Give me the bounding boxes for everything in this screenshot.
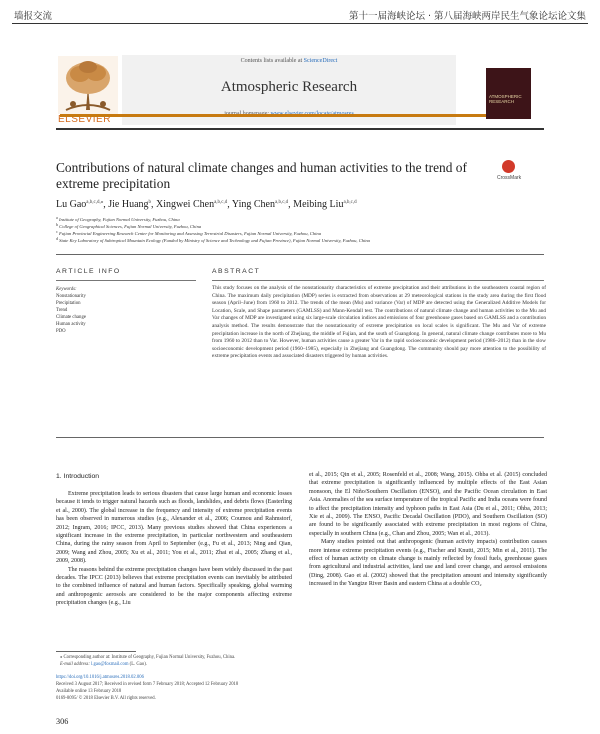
email-suffix: (L. Gao).	[128, 662, 147, 667]
header-accent-line	[60, 114, 500, 117]
copyright: 0169-8095/ © 2018 Elsevier B.V. All rights reserved.	[56, 696, 156, 701]
divider	[56, 280, 196, 281]
keyword: Human activity	[56, 322, 86, 327]
affiliation-mark: b	[56, 222, 58, 227]
affiliation-text: State Key Laboratory of Subtropical Mountain Ecology (Funded by Ministry of Science and Technology and Fujian Province), Fujian Normal University, Fuzhou, China	[59, 238, 370, 243]
available-online: Available online 13 February 2018	[56, 689, 122, 694]
paragraph: The reasons behind the extreme precipitation changes have been widely discussed in the past decades. The IPCC (2013) believes that extreme precipitation events can inevitably be attributed to the combined influence of natural and human factors. Specifically speaking, global warming and anthropogenic aerosols are considered to be the major components affecting extreme precipitation changes (e.g., Liu	[56, 566, 292, 607]
corresponding-author-note: ⁎ Corresponding author at: Institute of Geography, Fujian Normal University, Fuzhou, China.	[60, 655, 236, 660]
section-heading: 1. Introduction	[56, 473, 100, 480]
author-list: Lu Gao$^{a,b,c,d,⁎}$, Jie Huang$^b$, Xingwei Chen$^{a,b,c,d}$, Ying Chen$^{a,b,c,d}$, Meibing Liu$^{a,b,c,d}$	[56, 199, 357, 210]
affiliation-text: College of Geographical Sciences, Fujian Normal University, Fuzhou, China	[59, 224, 202, 229]
affiliation-text: Fujian Provincial Engineering Research Center for Monitoring and Assessing Terrestrial Disasters, Fujian Normal University, Fuzhou, China	[58, 231, 322, 236]
author-affil-mark: a,b,c,d	[274, 200, 289, 205]
affiliation-mark: a	[56, 215, 58, 220]
elsevier-tree-logo	[58, 56, 118, 114]
author-name: Lu Gao	[56, 199, 87, 210]
crossmark-label: CrossMark	[497, 175, 522, 181]
abstract-heading: ABSTRACT	[212, 268, 261, 275]
publisher-name: ELSEVIER	[58, 114, 111, 125]
affiliation-text: Institute of Geography, Fujian Normal University, Fuzhou, China	[58, 217, 180, 222]
running-head-left: 墙报交流	[14, 11, 53, 22]
keyword: Nonstationarity	[56, 294, 86, 299]
author-name: Meibing Liu	[293, 199, 344, 210]
cover-title: ATMOSPHERIC RESEARCH	[489, 94, 522, 104]
body-column-left	[56, 490, 292, 608]
keyword: Trend	[56, 308, 68, 313]
page-number: 306	[56, 717, 69, 726]
email-line	[60, 662, 147, 667]
contents-line	[122, 58, 456, 64]
email-label: E-mail address:	[60, 662, 92, 667]
header-bottom-rule	[56, 128, 544, 130]
crossmark-icon[interactable]	[502, 160, 515, 173]
author-affil-mark: a,b,c,d	[343, 200, 357, 205]
author-name: Ying Chen	[231, 199, 275, 210]
affiliation-mark: d	[56, 236, 58, 241]
article-title: Contributions of natural climate changes and human activities to the trend of extreme precipitation	[56, 160, 467, 191]
author-name: Xingwei Chen	[156, 199, 215, 210]
footnote-rule	[56, 651, 136, 652]
author-affil-mark: a,b,c,d,⁎	[86, 200, 104, 205]
paragraph: Extreme precipitation leads to serious disasters that cause large human and economic losses because it tends to trigger natural hazards such as floods, landslides, and debris flows (Easterling et al., 2000). The global increase in the frequency and intensity of extreme precipitation events has been observed in numerous studies (e.g., Alexander et al., 2006; Coumou and Rahmstorf, 2012; Ingram, 2016; IPCC, 2013). Many previous studies showed that China experiences a significant increase in the extreme precipitation, in particular northwestern and southeastern China, during the rainy season from April to September (e.g., Fu et al., 2013; Ning and Qian, 2009; Wang and Zhou, 2005; Xu et al., 2011; You et al., 2011; Zhai et al., 2005; Zhang et al., 2009, 2008).	[56, 491, 292, 565]
author-name: Jie Huang	[108, 199, 149, 210]
keyword: PDO	[56, 329, 66, 334]
affiliation	[56, 236, 370, 243]
divider	[56, 437, 544, 438]
contents-prefix: Contents lists available at	[240, 58, 304, 64]
affiliation-mark: c	[56, 229, 58, 234]
affiliation	[56, 215, 180, 222]
sciencedirect-link[interactable]: ScienceDirect	[303, 58, 338, 64]
homepage-link[interactable]: www.elsevier.com/locate/atmosres	[270, 111, 354, 117]
keyword: Climate change	[56, 315, 86, 320]
paragraph: et al., 2015; Qin et al., 2005; Rosenfeld et al., 2008; Wang, 2015). Ohba et al. (2015) concluded that extreme precipitation is significantly influenced by multiple effects of the East Asian monsoon, the El Niño/Southern Oscillation (ENSO), and the Pacific Ocean circulation in East Asia. Anomalies of the sea surface temperature of the tropical Pacific and India oceans were found to affect the precipitation intensity and typhoon paths in East Asia (Du et al., 2011; Ohba, 2013; Xie et al., 2009). The ENSO, Pacific Decadal Oscillation (PDO), and Southern Oscillation (SO) are found to be significantly associated with extreme precipitation in most regions of China, especially in southern China (e.g., Chan and Zhou, 2005; Wan et al., 2013).	[309, 472, 547, 537]
author-affil-mark: b	[148, 200, 152, 205]
keywords-label: Keywords:	[56, 287, 77, 292]
doi-link[interactable]	[56, 675, 144, 680]
divider	[212, 280, 544, 281]
journal-cover-image	[486, 68, 531, 119]
divider	[56, 254, 544, 255]
journal-name: Atmospheric Research	[220, 79, 358, 95]
author-affil-mark: a,b,c,d	[214, 200, 228, 205]
email-link[interactable]: l.gao@foxmail.com	[91, 662, 129, 667]
top-rule	[12, 23, 588, 24]
body-column-right	[309, 471, 547, 589]
abstract-body: This study focuses on the analysis of the nonstationarity characteristics of extreme precipitation and their attributions in the southeastern coastal region of China. The maximum daily precipitation (MDP) series is extracted from observations at 29 meteorological stations in the study area during the first flood season (April–June) from 1960 to 2012. The trends of the mean (Mu) and variance (Var) of MDP are detected using the Generalized Additive Models for Location, Scale, and Shape parameters (GAMLSS) and Mann-Kendall test. The contributions of natural climate change and human activities to the Mu and Var changes of MDP are investigated using six large-scale circulation indices and emissions of four greenhouse gases based on GAMLSS and a contribution analysis method. The results demonstrate that the nonstationarity of extreme precipitation on local scales is significant. The Mu and Var of extreme precipitation increase in the north of Zhejiang, the middle of Fujian, and the south of Guangdong. In general, natural climate change contributes more to Mu from 1960 to 2012 than to Var. However, human activities cause a greater Var in the rapid socioeconomic development period (1986–2012) than in the slow socioeconomic development period (1960–1985), especially in Zhejiang and Guangdong. The community should pay more attention to the possibility of extreme precipitation events and associated disasters triggered by human activities.	[212, 285, 546, 360]
affiliation	[56, 229, 321, 236]
keyword: Precipitation	[56, 301, 81, 306]
running-head-right: 第十一届海峡论坛 · 第八届海峡两岸民生气象论坛论文集	[348, 11, 586, 22]
doi-text[interactable]: https://doi.org/10.1016/j.atmosres.2018.02.006	[56, 675, 144, 680]
affiliation	[56, 222, 201, 229]
homepage-prefix: journal homepage:	[224, 111, 271, 117]
article-info-heading: ARTICLE INFO	[56, 268, 121, 275]
received-dates: Received 3 August 2017; Received in revised form 7 February 2018; Accepted 12 February 2018	[56, 682, 239, 687]
paragraph: Many studies pointed out that anthropogenic (human activity impacts) contribution causes more intense extreme precipitation events (e.g., Fischer and Knutti, 2015; Min et al., 2011). The effect of human activity on climate change is mainly reflected by fossil fuels, greenhouse gases from agricultural and industrial activities, land use and land cover change, and aerosol emissions (Ding, 2008). Gao et al. (2002) showed that the precipitation amount and intensity significantly increased in the Yangtze River Basin and eastern China at a double CO₂	[309, 539, 547, 588]
